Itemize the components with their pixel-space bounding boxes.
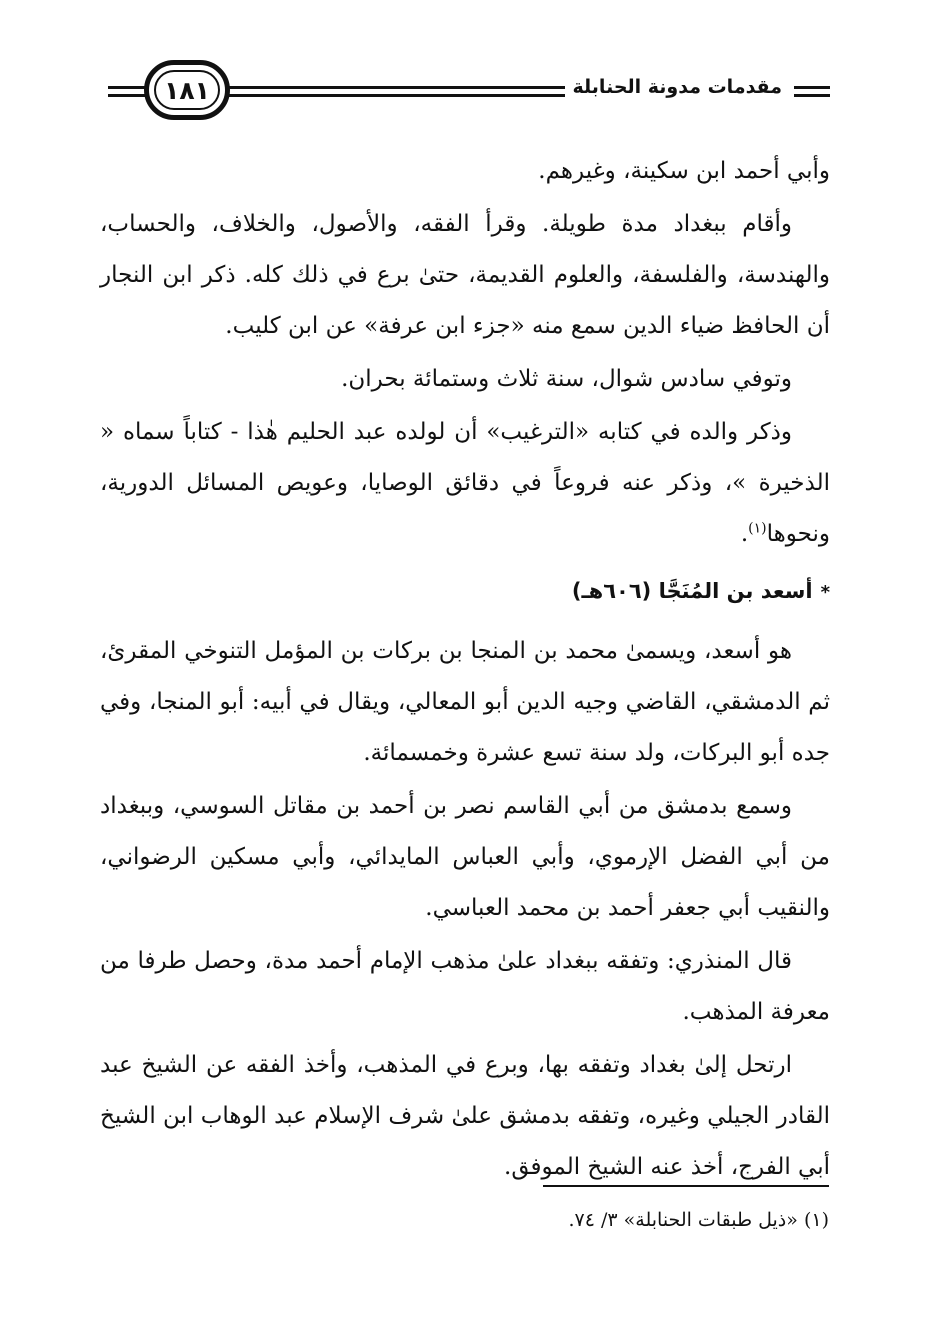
page-number-badge bbox=[144, 60, 230, 120]
paragraph: قال المنذري: وتفقه ببغداد علىٰ مذهب الإمام أحمد مدة، وحصل طرفا من معرفة المذهب. bbox=[100, 948, 830, 1025]
paragraph: وأبي أحمد ابن سكينة، وغيرهم. bbox=[538, 158, 830, 184]
paragraph: وأقام ببغداد مدة طويلة. وقرأ الفقه، والأصول، والخلاف، والحساب، والهندسة، والفلسفة، والعلوم القديمة، حتىٰ برع في ذلك كله. ذكر ابن النجار أن الحافظ ضياء الدين سمع منه «جزء ابن عرفة» عن ابن كليب. bbox=[100, 211, 830, 339]
footnote bbox=[129, 1205, 829, 1235]
running-title: مقدمات مدونة الحنابلة bbox=[565, 76, 790, 98]
footnote-reference[interactable]: (١) bbox=[748, 520, 767, 537]
paragraph bbox=[100, 407, 830, 560]
header-rule bbox=[794, 94, 830, 97]
footnote-text: «ذيل طبقات الحنابلة» ٣/ ٧٤. bbox=[568, 1209, 798, 1231]
page-number: ١٨١ bbox=[164, 75, 210, 105]
paragraph-text: وذكر والده في كتابه «الترغيب» أن لولده عبد الحليم هٰذا - كتاباً سماه « الذخيرة »، وذكر عنه فروعاً في دقائق الوصايا، وعويص المسائل الدورية، ونحوها bbox=[100, 419, 830, 547]
header-rule bbox=[794, 86, 830, 89]
page-header bbox=[108, 58, 830, 124]
footnote-number: (١) bbox=[803, 1209, 829, 1231]
section-title: أسعد بن المُنَجَّا (٦٠٦هـ) bbox=[571, 579, 813, 603]
section-heading bbox=[100, 566, 830, 618]
paragraph: ارتحل إلىٰ بغداد وتفقه بها، وبرع في المذهب، وأخذ الفقه عن الشيخ عبد القادر الجيلي وغيره، وتفقه بدمشق علىٰ شرف الإسلام عبد الوهاب ابن الشيخ أبي الفرج، أخذ عنه الشيخ الموفق. bbox=[100, 1052, 830, 1180]
footnote-divider bbox=[543, 1185, 829, 1187]
star-icon: * bbox=[820, 582, 830, 603]
paragraph-end: . bbox=[740, 521, 749, 547]
paragraph: وتوفي سادس شوال، سنة ثلاث وستمائة بحران. bbox=[341, 366, 792, 392]
paragraph: هو أسعد، ويسمىٰ محمد بن المنجا بن بركات بن المؤمل التنوخي المقرئ، ثم الدمشقي، القاضي وجيه الدين أبو المعالي، ويقال في أبيه: أبو المنجا، وفي جده أبو البركات، ولد سنة تسع عشرة وخمسمائة. bbox=[100, 638, 830, 766]
body-text bbox=[100, 146, 830, 1195]
paragraph: وسمع بدمشق من أبي القاسم نصر بن أحمد بن مقاتل السوسي، وببغداد من أبي الفضل الإرموي، وأبي العباس المايدائي، وأبي مسكين الرضواني، والنقيب أبي جعفر أحمد بن محمد العباسي. bbox=[100, 793, 830, 921]
